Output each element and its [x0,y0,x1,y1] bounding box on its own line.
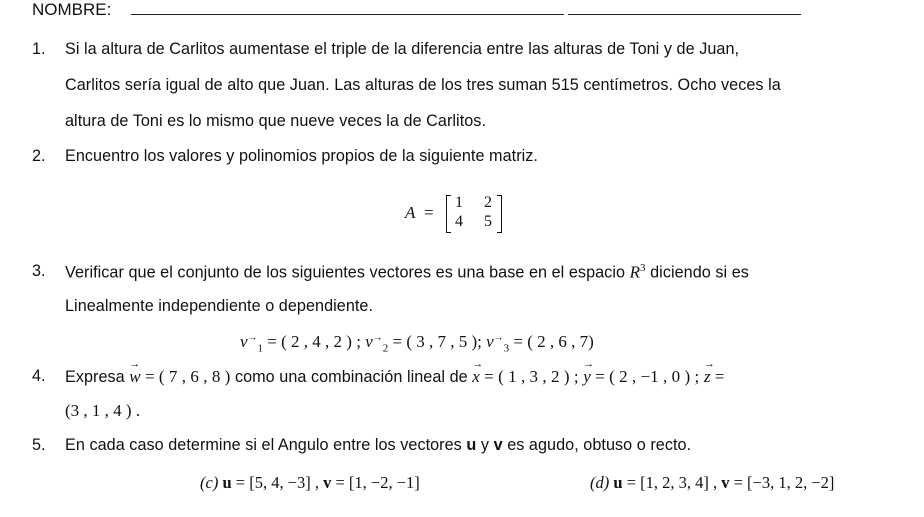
item-text-line: (3 , 1 , 4 ) . [65,401,141,420]
name-underline-1 [131,14,564,15]
vector-arrow: → [493,332,504,344]
case-c [200,473,420,493]
item-number: 5. [32,436,46,454]
vector [365,332,482,355]
vector-name: z [703,367,711,386]
item-number: 2. [32,147,46,165]
vector-value: = ( 3 , 7 , 5 ); [388,332,482,351]
item-number: 3. [32,262,46,280]
matrix-name: A [405,203,416,222]
vector-value: = ( 2 , 6 , 7) [509,332,594,351]
text-segment: es agudo, obtuso o recto. [502,436,692,454]
vector-index: 1 [257,342,264,355]
case-label: (c) [200,473,219,492]
vector [240,332,361,355]
vector-value: = [5, 4, −3] , [231,473,324,492]
vector-v: v [323,473,332,492]
text-segment: diciendo si es [645,263,749,282]
name-underline-2 [568,14,801,15]
matrix-cell: 1 [455,194,463,211]
matrix-left-bracket [446,195,451,233]
item-number: 1. [32,40,46,58]
vector-arrow: → [372,332,383,344]
vector [486,332,594,355]
vector-x [472,358,484,386]
item-text-line: Linealmente independiente o dependiente. [65,297,374,315]
matrix-cell: 5 [484,213,492,230]
item-text-line [65,436,691,455]
vector-name: y [583,367,591,386]
vector-set [240,332,594,354]
vector-z [703,358,715,386]
vector-value: = [1, −2, −1] [331,473,420,492]
vector-value: = ( 7 , 6 , 8 ) [140,367,231,386]
vector-name: v [365,332,373,351]
vector-value: = [1, 2, 3, 4] , [622,473,722,492]
vector-value: = [−3, 1, 2, −2] [729,473,835,492]
item-text-line: Carlitos sería igual de alto que Juan. Las alturas de los tres suman 515 centímetros. Ocho veces la [65,76,781,94]
item-text-line: Encuentro los valores y polinomios propios de la siguiente matriz. [65,147,538,165]
vector-name: v [486,332,494,351]
case-d [590,473,834,493]
name-label: NOMBRE: [32,0,112,19]
item-text-line: altura de Toni es lo mismo que nueve veces la de Carlitos. [65,112,486,130]
vector-arrow: → [247,332,258,344]
text-segment: Verificar que el conjunto de los siguientes vectores es una base en el espacio [65,263,630,282]
matrix [446,195,502,231]
space-symbol: R [629,262,641,282]
arrow-icon: → [703,358,715,370]
item-text-line: Si la altura de Carlitos aumentase el triple de la diferencia entre las alturas de Toni y de Juan, [65,40,740,58]
item-text-line [65,262,749,282]
vector-value: = ( 1 , 3 , 2 ) ; [479,367,579,386]
vector-name: v [240,332,248,351]
vector-w [129,358,141,386]
vector-u: u [222,473,232,492]
bold-v: v [493,436,503,454]
arrow-icon: → [472,358,484,370]
matrix-equals: = [424,203,434,222]
arrow-icon: → [129,358,141,370]
vector-name: x [472,367,480,386]
bold-u: u [466,436,477,454]
vector-value: = ( 2 , −1 , 0 ) ; [590,367,700,386]
case-label: (d) [590,473,610,492]
item-text-line [65,358,725,387]
vector-u: u [613,473,623,492]
text-segment: Expresa [65,368,130,386]
text-segment: y [476,436,494,454]
matrix-cell: 4 [455,213,463,230]
vector-name: w [129,367,141,386]
text-segment: En cada caso determine si el Angulo entre los vectores [65,436,467,454]
space-exponent: 3 [640,262,646,274]
arrow-icon: → [583,358,595,370]
item-number: 4. [32,367,46,385]
matrix-right-bracket [497,195,502,233]
text-segment: como una combinación lineal de [230,368,473,386]
vector-y [583,358,595,386]
vector-v: v [721,473,730,492]
vector-value: = [710,367,725,386]
matrix-cell: 2 [484,194,492,211]
vector-index: 3 [503,342,510,355]
vector-index: 2 [382,342,389,355]
vector-value: = ( 2 , 4 , 2 ) ; [263,332,361,351]
